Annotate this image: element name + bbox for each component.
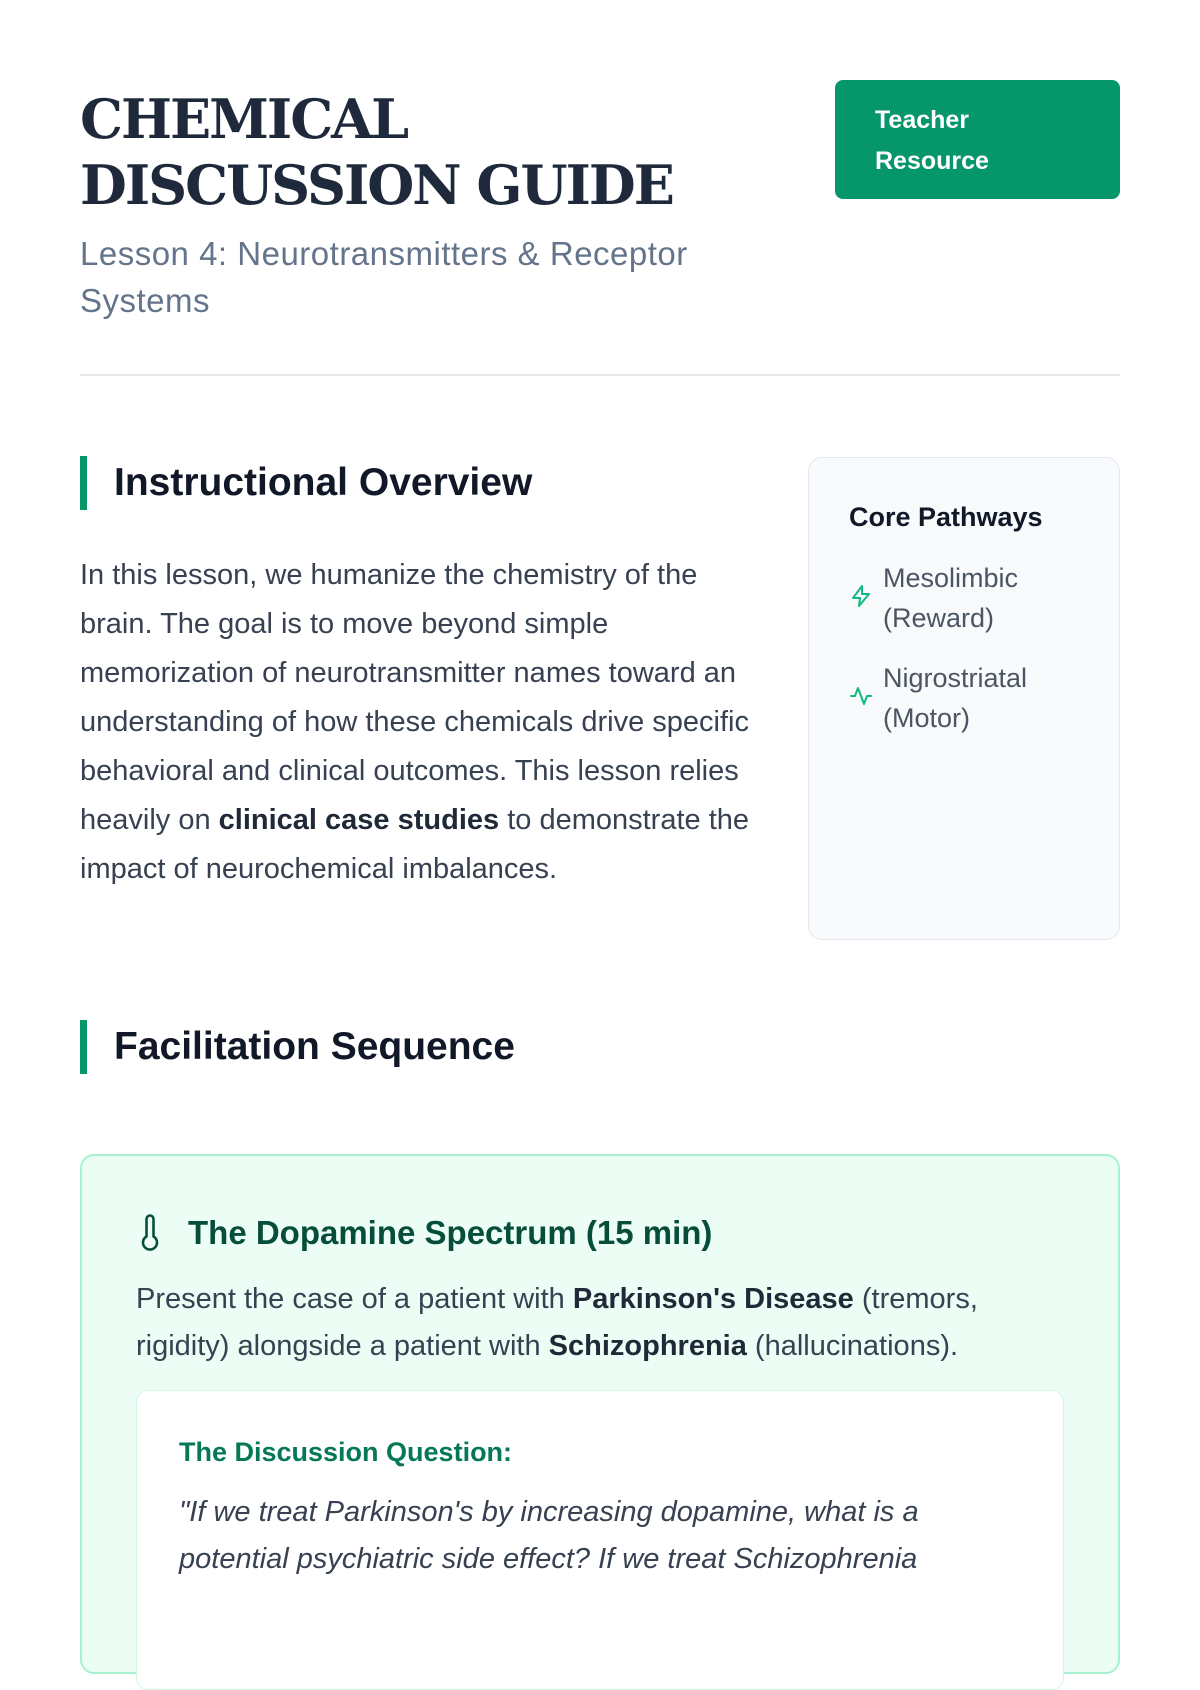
discussion-question-box [136, 1390, 1064, 1690]
pathway-label: Mesolimbic (Reward) [883, 563, 1019, 633]
discussion-question-label: The Discussion Question: [179, 1437, 513, 1467]
zap-icon [849, 576, 873, 616]
activity-card-dopamine [80, 1154, 1120, 1674]
overview-text-emphasis: clinical case studies [218, 804, 500, 836]
overview-paragraph [80, 551, 760, 894]
activity-text-part: (hallucinations). [746, 1330, 959, 1362]
activity-text-part: (tremors, rigidity) alongside a patient with [136, 1283, 978, 1362]
activity-title [136, 1208, 1064, 1258]
page-subtitle: Lesson 4: Neurotransmitters & Receptor Systems [80, 235, 688, 319]
section-heading-overview: Instructional Overview [80, 456, 780, 510]
section-heading-facilitation: Facilitation Sequence [80, 1020, 780, 1074]
core-pathways-card [808, 457, 1120, 940]
condition-schizophrenia: Schizophrenia [548, 1330, 747, 1362]
teacher-resource-badge: Teacher Resource [835, 80, 1120, 199]
pathway-item-nigrostriatal [849, 658, 1079, 738]
activity-text-part: Present the case of a patient with [136, 1283, 573, 1315]
page-title: CHEMICAL DISCUSSION GUIDE [80, 87, 673, 217]
condition-parkinsons: Parkinson's Disease [572, 1283, 854, 1315]
activity-title-text: The Dopamine Spectrum (15 min) [188, 1214, 713, 1251]
activity-icon [849, 676, 873, 716]
thermometer-icon [136, 1214, 170, 1252]
pathway-item-mesolimbic [849, 558, 1079, 638]
overview-text-start: In this lesson, we humanize the chemistry of the brain. The goal is to move beyond simple memorization of neurotransmitter names toward an understanding of how these chemicals drive specific behavioral and clinical outcomes. This lesson relies heavily on [80, 559, 749, 836]
overview-text-end: to demonstrate the impact of neurochemical imbalances. [80, 804, 750, 885]
header-divider [80, 374, 1120, 376]
core-pathways-title: Core Pathways [849, 502, 1043, 532]
header [80, 80, 1120, 370]
discussion-question-text: "If we treat Parkinson's by increasing dopamine, what is a potential psychiatric side effect? If we treat Schizophrenia [179, 1496, 919, 1575]
activity-description [136, 1276, 1064, 1370]
pathway-label: Nigrostriatal (Motor) [883, 663, 1028, 733]
